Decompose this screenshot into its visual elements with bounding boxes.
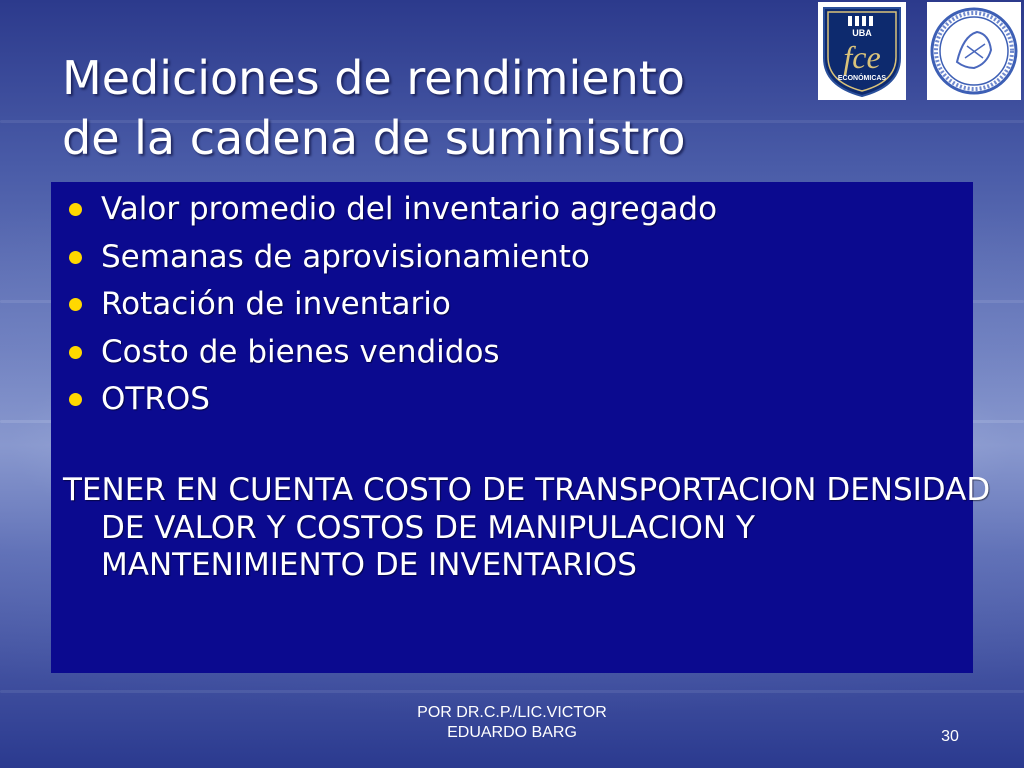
- title-line: Mediciones de rendimiento: [62, 51, 685, 105]
- footer-author: [362, 703, 662, 743]
- background-wave: [0, 690, 1024, 693]
- footer-author-line: EDUARDO BARG: [447, 724, 577, 741]
- list-item: [67, 376, 717, 424]
- svg-text:ECONÓMICAS: ECONÓMICAS: [837, 75, 887, 82]
- slide-title: [62, 48, 802, 168]
- list-item: [67, 234, 717, 282]
- bullet-icon: [69, 346, 82, 359]
- fce-logo: [818, 2, 906, 100]
- list-item: [67, 281, 717, 329]
- bullet-text: Valor promedio del inventario agregado: [101, 191, 718, 227]
- bullet-icon: [69, 203, 82, 216]
- title-line: de la cadena de suministro: [62, 111, 686, 165]
- transport-note: TENER EN CUENTA COSTO DE TRANSPORTACION DENSIDAD DE VALOR Y COSTOS DE MANIPULACION Y MANTENIMIENTO DE INVENTARIOS: [63, 472, 991, 583]
- bullet-icon: [69, 393, 82, 406]
- bullet-icon: [69, 251, 82, 264]
- content-box: [51, 182, 991, 673]
- uba-seal-logo: [927, 2, 1021, 100]
- page-number: 30: [941, 728, 959, 745]
- list-item: [67, 329, 717, 377]
- bullet-list: [67, 186, 717, 424]
- bullet-text: OTROS: [101, 381, 210, 417]
- bullet-text: Semanas de aprovisionamiento: [101, 238, 590, 275]
- university-seal-icon: [927, 2, 1021, 100]
- fce-shield-icon: [818, 2, 906, 100]
- bullet-icon: [69, 298, 82, 311]
- svg-text:fce: fce: [843, 39, 881, 75]
- bullet-text: Rotación de inventario: [101, 286, 451, 322]
- list-item: [67, 186, 717, 234]
- footer-author-line: POR DR.C.P./LIC.VICTOR: [417, 704, 607, 721]
- svg-text:UBA: UBA: [852, 28, 872, 38]
- bullet-text: Costo de bienes vendidos: [101, 333, 500, 370]
